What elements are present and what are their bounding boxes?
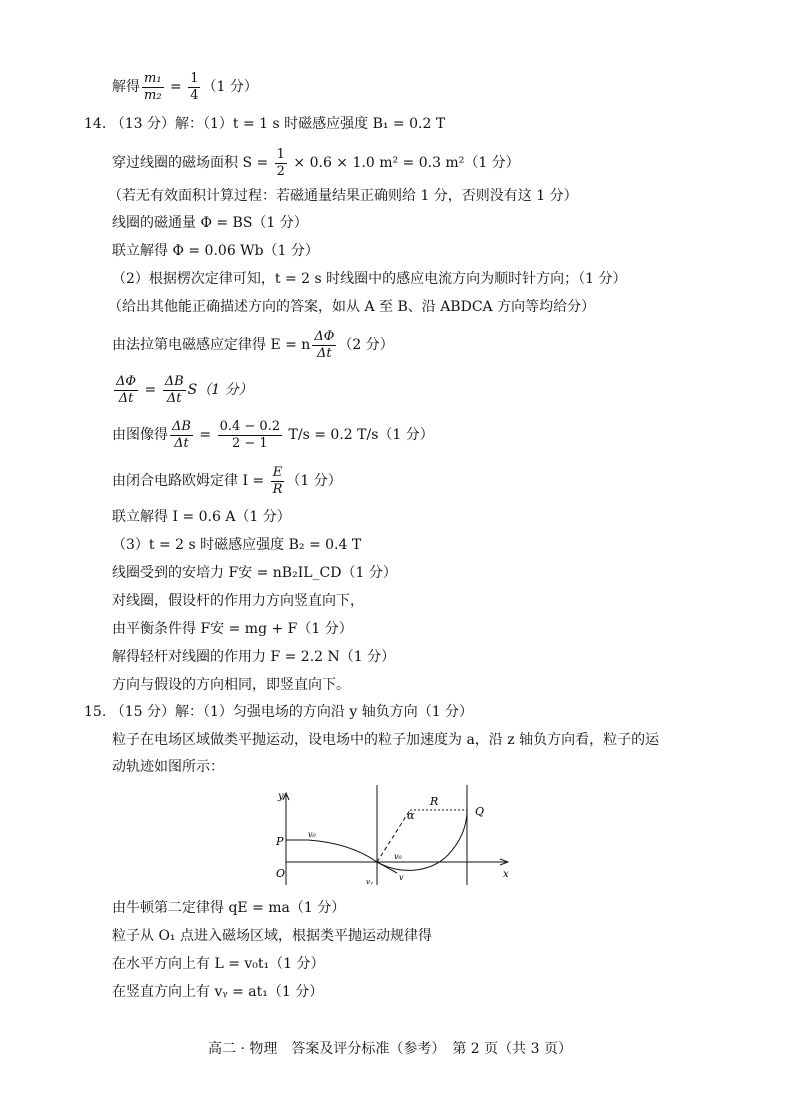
v0-bottom-label: v₀ xyxy=(394,852,402,861)
answer-line-horizontal: 在水平方向上有 L = v₀t₁（1 分） xyxy=(112,956,325,972)
fraction xyxy=(218,420,283,450)
text-segment: 解得 xyxy=(112,79,140,96)
numerator: ΔΦ xyxy=(314,329,335,344)
text-segment: = xyxy=(194,427,216,444)
answer-line-flux-result: 联立解得 Φ = 0.06 Wb（1 分） xyxy=(112,243,319,259)
text-segment: T/s = 0.2 T/s（1 分） xyxy=(284,427,434,444)
denominator: Δt xyxy=(166,390,182,406)
numerator: 1 xyxy=(190,71,199,86)
text-segment: （1 分） xyxy=(286,473,342,490)
answer-line-lenz: （2）根据楞次定律可知，t = 2 s 时线圈中的感应电流方向为顺时针方向；（1 分） xyxy=(112,271,627,287)
text-segment: = xyxy=(140,382,161,399)
text-segment: （1 分） xyxy=(202,79,258,96)
origin-label: O xyxy=(276,867,286,880)
point-q-label: Q xyxy=(475,805,485,818)
answer-line-faraday xyxy=(112,330,394,360)
answer-line-ohm xyxy=(112,466,342,496)
answer-line-vertical: 在竖直方向上有 vᵧ = at₁（1 分） xyxy=(112,984,324,1000)
denominator: 4 xyxy=(190,87,199,103)
numerator: ΔB xyxy=(172,419,191,434)
answer-line-ratio xyxy=(112,72,258,102)
fraction xyxy=(114,375,138,405)
denominator: Δt xyxy=(174,435,189,451)
x-axis-label: x xyxy=(503,869,509,880)
text-segment: 穿过线圈的磁场面积 S = xyxy=(112,155,273,172)
fraction xyxy=(312,330,336,360)
denominator: m₂ xyxy=(144,87,162,103)
question-15-header: 15. （15 分）解：（1）匀强电场的方向沿 y 轴负方向（1 分） xyxy=(84,704,474,720)
fraction xyxy=(170,420,193,450)
numerator: 0.4 − 0.2 xyxy=(219,419,281,434)
question-14-header: 14. （13 分）解：（1）t = 1 s 时磁感应强度 B₁ = 0.2 T xyxy=(84,116,446,132)
denominator: Δt xyxy=(317,345,332,361)
answer-line-force: 解得轻杆对线圈的作用力 F = 2.2 N（1 分） xyxy=(112,649,396,665)
parabola-path xyxy=(308,840,377,862)
answer-line-newton: 由牛顿第二定律得 qE = ma（1 分） xyxy=(112,900,346,916)
answer-line-current: 联立解得 I = 0.6 A（1 分） xyxy=(112,509,291,525)
v-arrow xyxy=(377,862,397,873)
answer-part-3: （3）t = 2 s 时磁感应强度 B₂ = 0.4 T xyxy=(112,537,362,553)
v-label: v xyxy=(399,873,404,882)
point-p-label: P xyxy=(276,835,284,848)
denominator: 2 − 1 xyxy=(232,435,268,451)
grading-note-2: （给出其他能正确描述方向的答案，如从 A 至 B、沿 ABDCA 方向等均给分） xyxy=(108,299,596,315)
answer-line-area xyxy=(112,148,520,178)
vy-label: vᵧ xyxy=(366,878,373,886)
fraction xyxy=(275,148,287,178)
numerator: E xyxy=(272,465,283,480)
text-segment: 由图像得 xyxy=(112,427,168,444)
trajectory-diagram xyxy=(270,785,520,890)
text-segment: S（1 分） xyxy=(187,382,253,399)
text-segment: = xyxy=(165,79,187,96)
numerator: ΔΦ xyxy=(116,374,137,389)
answer-line-assume: 对线圈，假设杆的作用力方向竖直向下， xyxy=(112,593,364,609)
answer-line-flux: 线圈的磁通量 Φ = BS（1 分） xyxy=(112,215,308,231)
v0-top-label: v₀ xyxy=(308,830,316,839)
answer-line-ampere: 线圈受到的安培力 F安 = nB₂IL_CD（1 分） xyxy=(112,565,397,581)
fraction xyxy=(142,72,164,102)
fraction xyxy=(188,72,200,102)
numerator: 1 xyxy=(276,147,285,162)
answer-line-balance: 由平衡条件得 F安 = mg + F（1 分） xyxy=(112,621,353,637)
text-segment: 由闭合电路欧姆定律 I = xyxy=(112,473,269,490)
numerator: m₁ xyxy=(144,71,162,86)
angle-label: α xyxy=(407,809,415,822)
arc-path xyxy=(377,810,467,870)
answer-line-graph xyxy=(112,420,434,450)
grading-note-1: （若无有效面积计算过程：若磁通量结果正确则给 1 分，否则没有这 1 分） xyxy=(108,188,578,204)
answer-line-motion: 粒子在电场区域做类平抛运动，设电场中的粒子加速度为 a，沿 z 轴负方向看，粒子的运 xyxy=(112,732,660,748)
fraction xyxy=(271,466,285,496)
page-footer: 高二 · 物理 答案及评分标准（参考） 第 2 页（共 3 页） xyxy=(208,1041,572,1057)
answer-line-direction: 方向与假设的方向相同，即竖直向下。 xyxy=(112,677,350,693)
text-segment: × 0.6 × 1.0 m² = 0.3 m²（1 分） xyxy=(288,155,520,172)
fraction xyxy=(163,375,186,405)
answer-line-rate xyxy=(112,375,253,405)
numerator: ΔB xyxy=(164,374,184,389)
radius-label: R xyxy=(430,795,439,808)
denominator: Δt xyxy=(118,390,134,406)
text-segment: （2 分） xyxy=(338,337,394,354)
denominator: 2 xyxy=(276,163,285,179)
answer-line-enter: 粒子从 O₁ 点进入磁场区域，根据类平抛运动规律得 xyxy=(112,928,432,944)
answer-line-figure-ref: 动轨迹如图所示： xyxy=(112,759,224,775)
text-segment: 由法拉第电磁感应定律得 E = n xyxy=(112,337,311,354)
y-axis-label: y xyxy=(278,791,284,802)
denominator: R xyxy=(272,481,283,497)
